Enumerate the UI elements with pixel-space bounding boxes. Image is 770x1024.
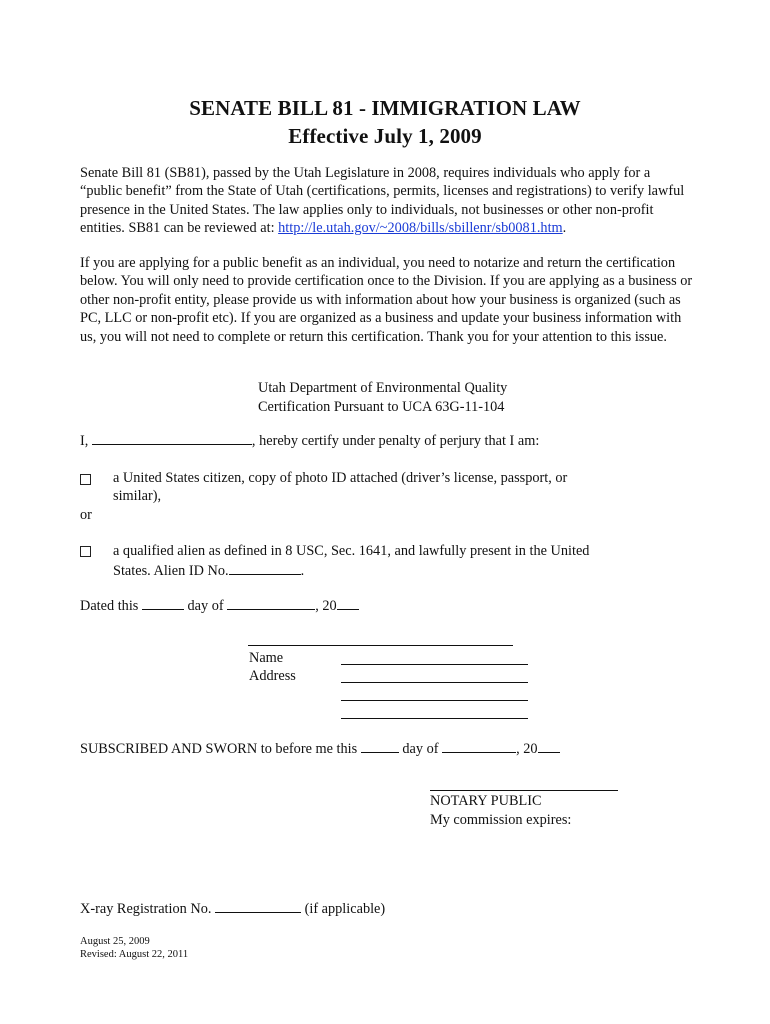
sworn-year-blank[interactable] [538, 740, 560, 753]
alien-id-end: . [300, 563, 305, 579]
alien-option-line1: a qualified alien as defined in 8 USC, Sec. 1641, and lawfully present in the United [113, 543, 590, 559]
address-label: Address [249, 668, 296, 684]
certification-statute: Certification Pursuant to UCA 63G-11-104 [258, 399, 505, 415]
alien-id-label: States. Alien ID No. [113, 563, 229, 579]
dated-line [80, 597, 359, 615]
address-line-2[interactable] [341, 700, 528, 701]
sworn-middle: day of [402, 741, 439, 757]
commission-expires-label: My commission expires: [430, 812, 572, 828]
notary-public-label: NOTARY PUBLIC [430, 793, 542, 809]
dated-day-blank[interactable] [142, 597, 184, 610]
alien-option-line2 [113, 562, 304, 580]
intro-text-end: . [562, 220, 567, 237]
sworn-line [80, 740, 560, 758]
sworn-month-blank[interactable] [442, 740, 516, 753]
certify-prefix: I, [80, 433, 89, 449]
address-line-3[interactable] [341, 718, 528, 719]
document-subtitle: Effective July 1, 2009 [288, 124, 482, 148]
dated-middle: day of [187, 598, 224, 614]
notary-signature-line[interactable] [430, 790, 618, 791]
footer-date: August 25, 2009 [80, 936, 150, 947]
or-separator: or [80, 507, 92, 523]
instructions-paragraph: If you are applying for a public benefit as an individual, you need to notarize and return the certification below. You will only need to provide certification once to the Division. If you are applying as a business or other non-profit entity, please provide us with information about how your business is organized (such as PC, LLC or non-profit etc). If you are organized as a business and update your business information with us, you will not need to complete or return this certification. Thank you for your attention to this issue. [80, 255, 693, 345]
sworn-prefix: SUBSCRIBED AND SWORN to before me this [80, 741, 358, 757]
certifier-name-blank[interactable] [92, 432, 252, 445]
address-line-1[interactable] [341, 682, 528, 683]
sb81-link[interactable]: http://le.utah.gov/~2008/bills/sbillenr/sb0081.htm [278, 220, 563, 237]
alien-checkbox[interactable] [80, 546, 91, 557]
footer-revised: Revised: August 22, 2011 [80, 949, 189, 960]
name-label: Name [249, 650, 284, 666]
xray-number-blank[interactable] [215, 900, 301, 913]
citizen-option-line1: a United States citizen, copy of photo ID attached (driver’s license, passport, or [113, 470, 568, 486]
xray-label: X-ray Registration No. [80, 901, 212, 917]
certify-suffix: , hereby certify under penalty of perjury that I am: [251, 433, 540, 449]
dated-year-prefix: , 20 [315, 598, 337, 614]
xray-line [80, 900, 385, 918]
citizen-checkbox[interactable] [80, 474, 91, 485]
citizen-option-line2: similar), [113, 488, 162, 504]
dated-month-blank[interactable] [227, 597, 315, 610]
sworn-day-blank[interactable] [361, 740, 399, 753]
name-line[interactable] [341, 664, 528, 665]
certification-agency: Utah Department of Environmental Quality [258, 380, 508, 396]
dated-prefix: Dated this [80, 598, 139, 614]
dated-year-blank[interactable] [337, 597, 359, 610]
signature-line[interactable] [248, 645, 513, 646]
xray-suffix: (if applicable) [304, 901, 386, 917]
sworn-year-prefix: , 20 [516, 741, 538, 757]
intro-paragraph [80, 164, 695, 238]
intro-text: Senate Bill 81 (SB81), passed by the Utah Legislature in 2008, requires individuals who apply for a “public benefit” from the State of Utah (certifications, permits, licenses and registrations) to verify lawful presence in the United States. The law applies only to individuals, not businesses or other non-profit entities. SB81 can be reviewed at: [80, 165, 685, 237]
certify-line [80, 432, 539, 450]
document-title: SENATE BILL 81 - IMMIGRATION LAW [189, 96, 581, 120]
alien-id-blank[interactable] [229, 562, 301, 575]
